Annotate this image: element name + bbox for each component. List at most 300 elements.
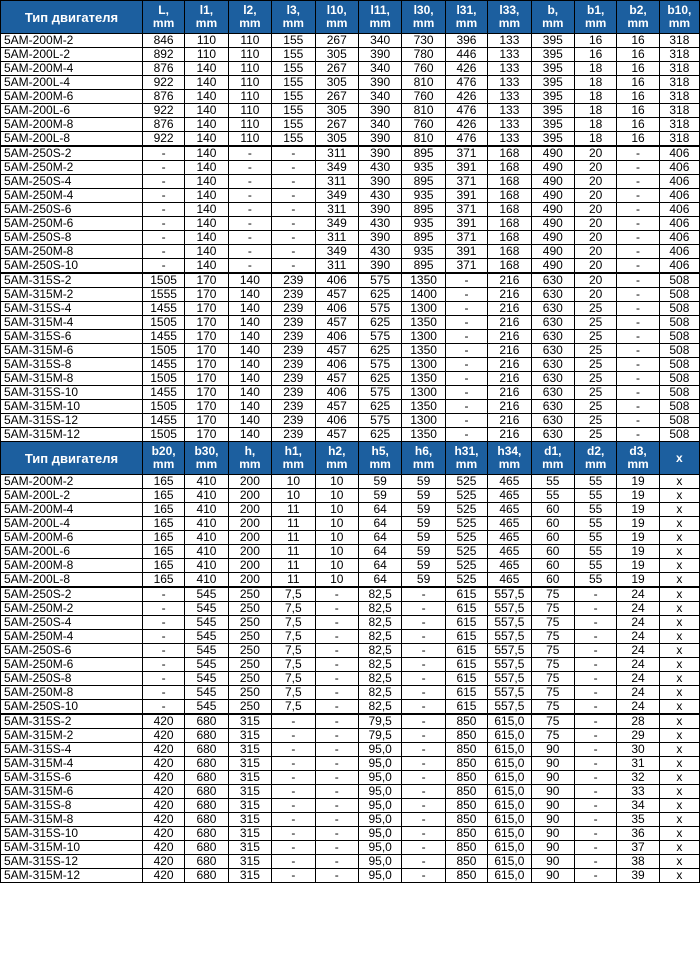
value-cell: 267 [315,62,358,76]
value-cell: 95,0 [358,799,401,813]
value-cell: 250 [228,587,271,602]
value-cell: 239 [272,344,315,358]
value-cell: 557,5 [488,616,531,630]
value-cell: - [315,785,358,799]
value-cell: 216 [488,330,531,344]
value-cell: - [445,273,487,288]
value-cell: 55 [575,517,617,531]
value-cell: - [617,414,659,428]
value-cell: 680 [185,855,228,869]
value-cell: 39 [617,869,659,883]
header-label: b30, [194,444,219,458]
value-cell: - [315,630,358,644]
value-cell: - [617,400,659,414]
value-cell: - [142,672,184,686]
value-cell: 55 [575,531,617,545]
header-unit: mm [239,457,261,471]
value-cell: 390 [358,146,401,161]
value-cell: 430 [358,217,401,231]
value-cell: 630 [531,386,574,400]
value-cell: 1300 [402,358,445,372]
value-cell: 79,5 [358,714,401,729]
value-cell: 170 [185,372,228,386]
value-cell: 446 [445,48,487,62]
value-cell: 476 [445,104,487,118]
value-cell: 170 [185,330,228,344]
header-label: l31, [456,3,477,17]
value-cell: 615 [445,587,487,602]
value-cell: 508 [659,428,699,442]
value-cell: 895 [402,146,445,161]
value-cell: 10 [272,475,315,489]
value-cell: - [617,288,659,302]
value-cell: 846 [142,34,184,48]
value-cell: 935 [402,217,445,231]
value-cell: 457 [315,288,358,302]
value-cell: 200 [228,559,271,573]
value-cell: - [617,273,659,288]
value-cell: 311 [315,175,358,189]
value-cell: 110 [228,90,271,104]
value-cell: 170 [185,302,228,316]
value-cell: - [228,175,271,189]
value-cell: - [228,217,271,231]
value-cell: 7,5 [272,630,315,644]
value-cell: 305 [315,104,358,118]
value-cell: 615,0 [488,743,531,757]
motor-type-cell: 5АМ-200L-8 [1,573,143,588]
value-cell: - [445,344,487,358]
value-cell: - [315,813,358,827]
value-cell: 615,0 [488,855,531,869]
value-cell: 59 [358,475,401,489]
value-cell: 490 [531,146,574,161]
motor-type-cell: 5АМ-250S-8 [1,231,143,245]
column-header [358,442,401,475]
value-cell: 168 [488,161,531,175]
value-cell: 250 [228,658,271,672]
value-cell: 465 [488,573,531,588]
value-cell: 490 [531,259,574,274]
value-cell: 1300 [402,302,445,316]
value-cell: 239 [272,386,315,400]
value-cell: 24 [617,672,659,686]
value-cell: 625 [358,344,401,358]
value-cell: 430 [358,245,401,259]
value-cell: 90 [531,841,574,855]
value-cell: 24 [617,700,659,715]
value-cell: 420 [142,813,184,827]
header-unit: mm [326,457,348,471]
value-cell: 168 [488,189,531,203]
table-row [1,400,700,414]
value-cell: - [315,799,358,813]
value-cell: 24 [617,686,659,700]
motor-type-cell: 5АМ-315М-12 [1,428,143,442]
value-cell: 615 [445,658,487,672]
value-cell: 7,5 [272,686,315,700]
value-cell: - [445,414,487,428]
value-cell: 315 [228,785,271,799]
value-cell: 25 [575,302,617,316]
table-row [1,743,700,757]
value-cell: - [575,813,617,827]
value-cell: 133 [488,104,531,118]
value-cell: 625 [358,372,401,386]
value-cell: 10 [315,489,358,503]
value-cell: 850 [445,855,487,869]
value-cell: - [617,316,659,330]
value-cell: 16 [617,90,659,104]
value-cell: 82,5 [358,587,401,602]
motor-type-cell: 5АМ-250М-6 [1,217,143,231]
value-cell: 406 [659,161,699,175]
value-cell: - [142,630,184,644]
value-cell: 490 [531,231,574,245]
value-cell: - [272,245,315,259]
value-cell: 850 [445,841,487,855]
value-cell: 200 [228,503,271,517]
value-cell: - [617,245,659,259]
value-cell: - [228,203,271,217]
table-row [1,48,700,62]
value-cell: 216 [488,273,531,288]
header-unit: mm [412,16,435,30]
value-cell: 420 [142,799,184,813]
value-cell: 395 [531,132,574,147]
value-cell: 59 [402,573,445,588]
value-cell: 60 [531,531,574,545]
value-cell: 267 [315,90,358,104]
table-row [1,76,700,90]
value-cell: 267 [315,34,358,48]
header-label: b, [547,3,559,17]
value-cell: 38 [617,855,659,869]
value-cell: - [575,644,617,658]
value-cell: - [575,771,617,785]
value-cell: 64 [358,545,401,559]
value-cell: 371 [445,231,487,245]
value-cell: 615 [445,630,487,644]
value-cell: 200 [228,489,271,503]
value-cell: 465 [488,475,531,489]
value-cell: 24 [617,630,659,644]
table1-section [1,1,700,442]
value-cell: 340 [358,34,401,48]
value-cell: - [617,344,659,358]
header-row [1,442,700,475]
value-cell: - [272,729,315,743]
value-cell: 340 [358,118,401,132]
value-cell: 395 [531,34,574,48]
value-cell: 457 [315,344,358,358]
value-cell: x [659,771,699,785]
value-cell: 250 [228,630,271,644]
value-cell: 630 [531,302,574,316]
value-cell: 20 [575,161,617,175]
value-cell: 20 [575,217,617,231]
column-header [575,1,617,34]
value-cell: 140 [185,132,228,147]
table-row [1,259,700,274]
header-label: b2, [629,3,647,17]
column-header [659,1,699,34]
value-cell: 371 [445,175,487,189]
value-cell: 216 [488,344,531,358]
value-cell: 760 [402,90,445,104]
value-cell: 395 [531,76,574,90]
value-cell: x [659,531,699,545]
value-cell: 10 [315,545,358,559]
value-cell: 216 [488,372,531,386]
value-cell: 371 [445,146,487,161]
value-cell: 426 [445,90,487,104]
value-cell: 318 [659,76,699,90]
table-row [1,414,700,428]
value-cell: 239 [272,372,315,386]
motor-type-cell: 5АМ-315S-10 [1,827,143,841]
value-cell: 90 [531,743,574,757]
value-cell: 557,5 [488,686,531,700]
value-cell: 140 [228,428,271,442]
value-cell: 508 [659,400,699,414]
value-cell: 391 [445,161,487,175]
motor-type-cell: 5АМ-200М-2 [1,475,143,489]
value-cell: 239 [272,414,315,428]
value-cell: 37 [617,841,659,855]
column-header [575,442,617,475]
column-header [445,1,487,34]
value-cell: 110 [228,48,271,62]
value-cell: x [659,729,699,743]
motor-type-cell: 5АМ-200М-6 [1,90,143,104]
value-cell: 140 [228,344,271,358]
value-cell: 810 [402,76,445,90]
table-row [1,344,700,358]
value-cell: - [272,799,315,813]
value-cell: 7,5 [272,700,315,715]
value-cell: - [315,700,358,715]
motor-type-cell: 5АМ-250М-4 [1,189,143,203]
value-cell: - [272,714,315,729]
motor-type-cell: 5АМ-200М-8 [1,559,143,573]
value-cell: 395 [531,104,574,118]
value-cell: - [142,616,184,630]
value-cell: 90 [531,869,574,883]
value-cell: - [617,217,659,231]
header-label: l30, [413,3,434,17]
value-cell: 892 [142,48,184,62]
value-cell: - [142,686,184,700]
value-cell: x [659,799,699,813]
value-cell: 615,0 [488,729,531,743]
value-cell: 20 [575,231,617,245]
value-cell: 305 [315,132,358,147]
header-label: h1, [284,444,302,458]
value-cell: 508 [659,330,699,344]
value-cell: 465 [488,517,531,531]
column-header [531,1,574,34]
value-cell: 20 [575,146,617,161]
value-cell: - [402,602,445,616]
value-cell: 95,0 [358,841,401,855]
column-header [402,442,445,475]
value-cell: - [315,658,358,672]
value-cell: 465 [488,545,531,559]
value-cell: - [272,869,315,883]
column-header [488,442,531,475]
value-cell: 133 [488,62,531,76]
value-cell: 140 [228,288,271,302]
value-cell: 371 [445,203,487,217]
table-row [1,489,700,503]
value-cell: 133 [488,34,531,48]
value-cell: 216 [488,428,531,442]
value-cell: 155 [272,104,315,118]
value-cell: - [445,330,487,344]
value-cell: 625 [358,428,401,442]
value-cell: 82,5 [358,686,401,700]
value-cell: 140 [228,372,271,386]
motor-type-cell: 5АМ-200М-6 [1,531,143,545]
value-cell: x [659,503,699,517]
table-row [1,372,700,386]
value-cell: 19 [617,503,659,517]
value-cell: 311 [315,259,358,274]
value-cell: 575 [358,414,401,428]
value-cell: - [445,302,487,316]
value-cell: 430 [358,189,401,203]
value-cell: 318 [659,104,699,118]
value-cell: - [315,672,358,686]
value-cell: 140 [228,386,271,400]
value-cell: 430 [358,161,401,175]
value-cell: 75 [531,729,574,743]
value-cell: x [659,587,699,602]
value-cell: x [659,841,699,855]
value-cell: 55 [575,559,617,573]
value-cell: 318 [659,62,699,76]
value-cell: 1350 [402,428,445,442]
value-cell: 250 [228,616,271,630]
value-cell: 508 [659,414,699,428]
header-label: d1, [544,444,562,458]
value-cell: x [659,475,699,489]
value-cell: 525 [445,559,487,573]
table-row [1,771,700,785]
table-row [1,118,700,132]
motor-type-cell: 5АМ-250М-2 [1,602,143,616]
value-cell: 110 [228,104,271,118]
header-label: h2, [328,444,346,458]
value-cell: 140 [185,203,228,217]
value-cell: x [659,785,699,799]
motor-type-cell: 5АМ-315S-6 [1,330,143,344]
header-label: b1, [587,3,605,17]
motor-type-cell: 5АМ-200L-4 [1,76,143,90]
value-cell: 16 [617,48,659,62]
value-cell: 557,5 [488,672,531,686]
value-cell: - [617,302,659,316]
table-row [1,658,700,672]
value-cell: 525 [445,475,487,489]
value-cell: 35 [617,813,659,827]
value-cell: 30 [617,743,659,757]
value-cell: 508 [659,302,699,316]
value-cell: 557,5 [488,644,531,658]
value-cell: 465 [488,531,531,545]
value-cell: x [659,869,699,883]
table-row [1,813,700,827]
motor-type-cell: 5АМ-250S-10 [1,700,143,715]
value-cell: 615 [445,672,487,686]
value-cell: - [575,869,617,883]
value-cell: 60 [531,503,574,517]
value-cell: 20 [575,245,617,259]
value-cell: 16 [617,34,659,48]
value-cell: 406 [315,414,358,428]
value-cell: 239 [272,302,315,316]
value-cell: 850 [445,827,487,841]
value-cell: 545 [185,602,228,616]
value-cell: 55 [531,489,574,503]
value-cell: 90 [531,799,574,813]
table-row [1,231,700,245]
value-cell: 420 [142,855,184,869]
value-cell: 75 [531,714,574,729]
value-cell: 216 [488,302,531,316]
value-cell: - [445,386,487,400]
value-cell: 625 [358,400,401,414]
value-cell: 615,0 [488,869,531,883]
value-cell: - [315,587,358,602]
value-cell: 19 [617,573,659,588]
value-cell: 630 [531,372,574,386]
value-cell: 165 [142,517,184,531]
value-cell: 876 [142,90,184,104]
value-cell: 170 [185,273,228,288]
value-cell: 216 [488,414,531,428]
header-unit: mm [585,16,607,30]
value-cell: 20 [575,175,617,189]
value-cell: 25 [575,330,617,344]
value-cell: 95,0 [358,785,401,799]
header-unit: mm [369,16,391,30]
value-cell: 239 [272,358,315,372]
value-cell: 60 [531,545,574,559]
header-unit: mm [585,457,607,471]
value-cell: 311 [315,146,358,161]
value-cell: 24 [617,602,659,616]
value-cell: 11 [272,573,315,588]
value-cell: - [315,771,358,785]
header-unit: mm [152,457,175,471]
value-cell: 55 [575,475,617,489]
value-cell: 140 [228,316,271,330]
value-cell: 16 [617,132,659,147]
value-cell: - [272,855,315,869]
value-cell: 508 [659,386,699,400]
value-cell: 239 [272,316,315,330]
value-cell: - [575,672,617,686]
value-cell: 110 [185,34,228,48]
value-cell: - [575,630,617,644]
table-row [1,855,700,869]
value-cell: - [402,855,445,869]
value-cell: 155 [272,90,315,104]
value-cell: 239 [272,428,315,442]
value-cell: 11 [272,559,315,573]
